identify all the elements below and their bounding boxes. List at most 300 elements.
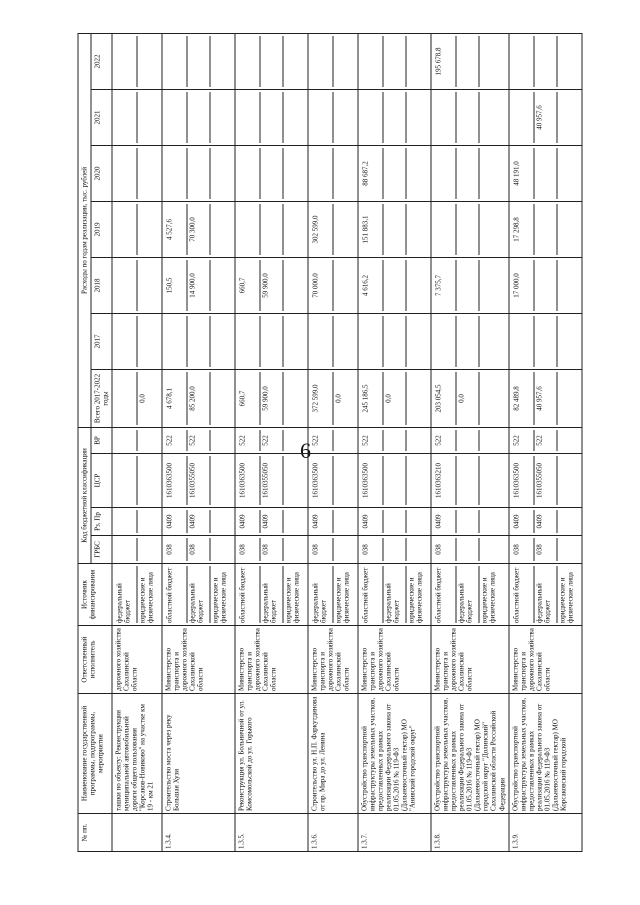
cell-year-value: 14 900,0 xyxy=(187,260,210,311)
cell-year-value xyxy=(479,260,502,311)
cell-year xyxy=(162,34,235,90)
cell-year xyxy=(509,258,582,314)
cell-year xyxy=(431,146,508,202)
cell-year-value: 660,7 xyxy=(238,277,247,294)
cell-total xyxy=(112,370,162,428)
funding-source: областной бюджет xyxy=(512,567,521,623)
funding-source: юридические и физические лица xyxy=(210,566,233,623)
budget-table xyxy=(78,33,583,852)
header-year: 2020 xyxy=(91,146,112,202)
cell-vr xyxy=(162,428,235,454)
cell-grbs-value: 038 xyxy=(260,538,283,561)
cell-year-value xyxy=(238,204,260,255)
cell-vr-value: 522 xyxy=(512,435,521,446)
cell-rzpr-value xyxy=(137,510,160,533)
funding-source: федеральный бюджет xyxy=(260,566,283,623)
cell-vr-value xyxy=(383,430,406,451)
cell-grbs xyxy=(162,536,235,564)
cell-year xyxy=(112,146,162,202)
cell-vr-value xyxy=(137,430,160,451)
cell-year-value xyxy=(137,204,160,255)
table-row xyxy=(162,34,235,852)
cell-year-value xyxy=(406,316,429,367)
cell-year-value xyxy=(383,316,406,367)
cell-rzpr xyxy=(162,508,235,536)
cell-year-value: 302 599,0 xyxy=(311,215,320,244)
cell-year-value xyxy=(115,148,137,199)
cell-year xyxy=(509,146,582,202)
header-year: 2018 xyxy=(91,258,112,314)
cell-csr xyxy=(308,454,358,508)
cell-year xyxy=(162,258,235,314)
cell-year-value xyxy=(311,36,333,87)
cell-year-value xyxy=(333,36,356,87)
cell-year-value xyxy=(383,36,406,87)
cell-vr-value xyxy=(283,430,306,451)
cell-grbs-value: 038 xyxy=(434,544,443,555)
cell-year-value xyxy=(406,260,429,311)
cell-year-value xyxy=(456,204,479,255)
cell-year-value xyxy=(456,260,479,311)
cell-total-value xyxy=(479,372,502,425)
cell-csr-value: 1610363500 xyxy=(311,463,320,498)
cell-year-value xyxy=(137,260,160,311)
header-total: Всего 2017-2022 годы xyxy=(91,370,112,428)
cell-year-value xyxy=(283,36,306,87)
cell-year-value xyxy=(238,148,260,199)
cell-year-value: 70 300,0 xyxy=(187,204,210,255)
cell-year xyxy=(358,314,431,370)
cell-rzpr-value: 0409 xyxy=(512,514,521,529)
row-executor: Министерство транспорта и дорожного хозяйства Сахалинской области xyxy=(431,626,508,694)
cell-total xyxy=(358,370,431,428)
table-row xyxy=(112,34,162,852)
cell-year xyxy=(112,314,162,370)
cell-grbs-value xyxy=(383,538,406,561)
cell-year-value xyxy=(115,36,137,87)
cell-year xyxy=(308,202,358,258)
row-name: Обустройство транспортной инфраструктуры земельных участков, предоставленных в рамках реализации Федерального закона от 01.05.2016 № 119-ФЗ (Дальневосточный гектар) МО "Анивский городской округ" xyxy=(358,694,431,814)
cell-total-value xyxy=(406,372,429,425)
header-year: 2021 xyxy=(91,90,112,146)
funding-source: федеральный бюджет xyxy=(115,583,132,623)
cell-total xyxy=(162,370,235,428)
cell-rzpr-value: 0409 xyxy=(311,514,320,529)
cell-year-value: 7 375,7 xyxy=(434,275,443,296)
row-sources xyxy=(162,564,235,626)
cell-year xyxy=(509,90,582,146)
cell-year-value xyxy=(260,92,283,143)
table-header xyxy=(78,34,112,852)
cell-year-value: 59 900,0 xyxy=(260,260,283,311)
header-budget-code: Код бюджетной классификации xyxy=(78,428,91,564)
cell-year-value xyxy=(533,148,556,199)
funding-source: федеральный бюджет xyxy=(383,566,406,623)
row-number: 1.3.5. xyxy=(235,814,308,852)
cell-year xyxy=(112,202,162,258)
row-number: 1.3.4. xyxy=(162,814,235,852)
cell-total-value: 0,0 xyxy=(383,372,406,425)
cell-total-value xyxy=(283,372,306,425)
cell-total-value: 0,0 xyxy=(137,372,160,425)
header-num: № пп. xyxy=(78,814,112,852)
cell-total-value: 245 186,5 xyxy=(361,384,370,413)
row-name: ташки по объекту: Реконструкция муниципальной автомобильной дороги общего пользования "Корсаков-Новиково" на участке км 19 - км 21 xyxy=(112,694,162,814)
cell-csr xyxy=(358,454,431,508)
table-body xyxy=(112,34,581,852)
row-number: 1.3.6. xyxy=(308,814,358,852)
cell-csr xyxy=(162,454,235,508)
cell-rzpr-value xyxy=(283,510,306,533)
cell-grbs xyxy=(431,536,508,564)
cell-year-value xyxy=(238,36,260,87)
cell-year xyxy=(235,314,308,370)
cell-year xyxy=(112,34,162,90)
cell-year-value xyxy=(283,260,306,311)
cell-grbs-value xyxy=(210,538,233,561)
cell-year-value xyxy=(210,148,233,199)
cell-vr xyxy=(235,428,308,454)
row-executor: Министерство транспорта и дорожного хозяйства Сахалинской области xyxy=(308,626,358,694)
row-executor: Министерство транспорта и дорожного хозяйства Сахалинской области xyxy=(509,626,582,694)
row-sources xyxy=(358,564,431,626)
cell-vr-value: 522 xyxy=(311,435,320,446)
cell-total-value: 40 957,6 xyxy=(533,372,556,425)
row-executor: Министерство транспорта и дорожного хозяйства Сахалинской области xyxy=(358,626,431,694)
cell-vr-value: 522 xyxy=(361,435,370,446)
cell-year-value xyxy=(283,316,306,367)
cell-year-value xyxy=(434,148,456,199)
cell-year-value xyxy=(210,204,233,255)
funding-source: юридические и физические лица xyxy=(283,566,306,623)
cell-year xyxy=(112,258,162,314)
table-row xyxy=(431,34,508,852)
cell-year-value xyxy=(361,316,383,367)
row-executor: Министерство транспорта и дорожного хозяйства Сахалинской области xyxy=(235,626,308,694)
cell-grbs-value xyxy=(115,538,137,561)
rotated-budget-table xyxy=(78,33,583,852)
cell-rzpr-value: 0409 xyxy=(434,514,443,529)
cell-csr-value: 1610363210 xyxy=(434,463,443,498)
table-row xyxy=(509,34,582,852)
cell-year-value: 88 687,2 xyxy=(361,161,370,186)
funding-source: областной бюджет xyxy=(165,567,174,623)
cell-year xyxy=(358,258,431,314)
funding-source: юридические и физические лица xyxy=(333,566,356,623)
cell-grbs-value: 038 xyxy=(165,544,174,555)
cell-year-value: 17 298,8 xyxy=(512,217,521,242)
funding-source: федеральный бюджет xyxy=(533,566,556,623)
cell-year-value xyxy=(456,148,479,199)
cell-year-value xyxy=(383,92,406,143)
cell-vr-value: 522 xyxy=(238,435,247,446)
cell-year xyxy=(358,202,431,258)
cell-grbs xyxy=(509,536,582,564)
cell-total-value: 82 489,8 xyxy=(512,386,521,411)
cell-vr-value: 522 xyxy=(165,435,174,446)
cell-year xyxy=(358,34,431,90)
cell-year-value: 40 957,6 xyxy=(533,92,556,143)
cell-year-value xyxy=(406,204,429,255)
cell-year-value xyxy=(511,316,533,367)
cell-year-value xyxy=(210,92,233,143)
cell-total-value: 0,0 xyxy=(333,372,356,425)
cell-vr-value xyxy=(556,430,579,451)
cell-year xyxy=(235,34,308,90)
cell-total-value: 4 678,1 xyxy=(165,388,174,409)
cell-vr-value xyxy=(406,430,429,451)
cell-total xyxy=(308,370,358,428)
cell-year-value xyxy=(238,316,260,367)
cell-year-value xyxy=(187,92,210,143)
cell-year-value xyxy=(333,316,356,367)
cell-csr-value: 1610355050 xyxy=(187,456,210,505)
cell-vr xyxy=(112,428,162,454)
cell-year-value xyxy=(311,92,333,143)
funding-source: федеральный бюджет xyxy=(187,566,210,623)
cell-year xyxy=(358,146,431,202)
cell-grbs-value xyxy=(479,538,502,561)
cell-year-value: 48 191,0 xyxy=(512,161,521,186)
header-csr: ЦСР xyxy=(91,454,112,508)
cell-grbs-value: 038 xyxy=(533,538,556,561)
cell-year-value xyxy=(283,92,306,143)
cell-year xyxy=(509,314,582,370)
cell-grbs xyxy=(112,536,162,564)
cell-total xyxy=(509,370,582,428)
cell-year-value xyxy=(115,316,137,367)
cell-year-value: 4 616,2 xyxy=(361,275,370,296)
cell-year-value xyxy=(479,36,502,87)
cell-year xyxy=(235,90,308,146)
table-row xyxy=(358,34,431,852)
cell-csr-value: 1610363500 xyxy=(238,463,247,498)
cell-year-value xyxy=(260,148,283,199)
cell-year-value xyxy=(137,148,160,199)
row-name: Реконструкция ул. Больничной от ул. Комсомольской до ул. Горького xyxy=(235,694,308,814)
header-year: 2017 xyxy=(91,314,112,370)
cell-year-value xyxy=(260,204,283,255)
row-sources xyxy=(112,564,162,626)
cell-year-value xyxy=(283,204,306,255)
row-name: Обустройство транспортной инфраструктуры земельных участков, предоставленных в рамках реализации Федерального закона от 01.05.2016 № 119-ФЗ (Дальневосточный гектар) МО городской округ "Долинский" Сахалинской области Российской Федерации xyxy=(431,694,508,814)
cell-year-value xyxy=(311,316,333,367)
cell-grbs-value xyxy=(456,538,479,561)
cell-year-value xyxy=(238,92,260,143)
cell-year-value xyxy=(556,148,579,199)
cell-rzpr-value xyxy=(456,510,479,533)
cell-year-value xyxy=(533,204,556,255)
cell-csr xyxy=(235,454,308,508)
row-name: Строительство моста через реку Большая Хузи xyxy=(162,694,235,814)
header-vr: ВР xyxy=(91,428,112,454)
cell-rzpr-value: 0409 xyxy=(533,510,556,533)
cell-total-value xyxy=(556,372,579,425)
funding-source: юридические и физические лица xyxy=(556,566,579,623)
cell-year-value xyxy=(187,316,210,367)
cell-year-value xyxy=(556,260,579,311)
cell-grbs xyxy=(308,536,358,564)
cell-year-value xyxy=(361,92,383,143)
cell-total-value: 660,7 xyxy=(238,390,247,407)
cell-year-value xyxy=(556,316,579,367)
cell-year xyxy=(509,202,582,258)
cell-year-value: 17 000,0 xyxy=(512,273,521,298)
cell-total-value: 59 900,0 xyxy=(260,372,283,425)
cell-rzpr xyxy=(431,508,508,536)
cell-year-value xyxy=(406,148,429,199)
row-executor: дорожного хозяйства Сахалинской области xyxy=(112,626,162,694)
cell-grbs-value: 038 xyxy=(361,544,370,555)
cell-total-value xyxy=(115,372,137,425)
cell-year xyxy=(235,202,308,258)
cell-rzpr-value: 0409 xyxy=(361,514,370,529)
row-executor: Министерство транспорта и дорожного хозяйства Сахалинской области xyxy=(162,626,235,694)
cell-year-value xyxy=(137,92,160,143)
cell-grbs-value xyxy=(556,538,579,561)
cell-vr-value xyxy=(333,430,356,451)
cell-rzpr-value xyxy=(406,510,429,533)
cell-year-value: 70 000,0 xyxy=(311,273,320,298)
cell-csr-value xyxy=(210,456,233,505)
cell-year xyxy=(431,34,508,90)
cell-year-value xyxy=(556,36,579,87)
cell-rzpr-value xyxy=(479,510,502,533)
header-grbs: ГРБС xyxy=(91,536,112,564)
funding-source: областной бюджет xyxy=(361,567,370,623)
cell-grbs-value: 038 xyxy=(187,538,210,561)
funding-source: областной бюджет xyxy=(434,567,443,623)
cell-year-value xyxy=(210,316,233,367)
cell-year xyxy=(235,258,308,314)
cell-year xyxy=(162,146,235,202)
cell-year xyxy=(431,202,508,258)
cell-year-value xyxy=(456,36,479,87)
cell-year-value xyxy=(115,260,137,311)
cell-grbs-value xyxy=(333,538,356,561)
cell-year-value: 4 527,6 xyxy=(165,219,174,240)
cell-year-value xyxy=(115,204,137,255)
header-year: 2022 xyxy=(91,34,112,90)
row-name: Строительство ул. Н.П. Фаркутдинова от пр. Мира до ул. Ленина xyxy=(308,694,358,814)
cell-vr-value: 522 xyxy=(187,430,210,451)
cell-year-value xyxy=(260,316,283,367)
cell-vr-value: 522 xyxy=(434,435,443,446)
cell-rzpr-value: 0409 xyxy=(238,514,247,529)
cell-year xyxy=(162,90,235,146)
cell-rzpr-value xyxy=(210,510,233,533)
cell-year xyxy=(308,146,358,202)
cell-vr-value xyxy=(115,430,137,451)
cell-grbs-value: 038 xyxy=(238,544,247,555)
cell-year-value xyxy=(434,92,456,143)
cell-year xyxy=(431,258,508,314)
cell-year-value xyxy=(165,316,187,367)
cell-year-value xyxy=(137,316,160,367)
cell-vr xyxy=(431,428,508,454)
cell-csr-value xyxy=(383,456,406,505)
cell-rzpr-value xyxy=(556,510,579,533)
cell-year-value xyxy=(511,92,533,143)
cell-csr-value xyxy=(479,456,502,505)
row-sources xyxy=(235,564,308,626)
cell-vr-value: 522 xyxy=(260,430,283,451)
row-sources xyxy=(509,564,582,626)
row-number xyxy=(112,814,162,852)
cell-year xyxy=(358,90,431,146)
cell-csr-value xyxy=(556,456,579,505)
cell-year-value xyxy=(210,36,233,87)
cell-year xyxy=(235,146,308,202)
cell-grbs-value xyxy=(283,538,306,561)
cell-year-value xyxy=(210,260,233,311)
cell-year-value xyxy=(260,36,283,87)
cell-year-value xyxy=(533,316,556,367)
cell-year-value xyxy=(406,92,429,143)
cell-grbs-value xyxy=(137,538,160,561)
cell-vr xyxy=(509,428,582,454)
cell-year-value xyxy=(533,36,556,87)
cell-csr-value: 1610363500 xyxy=(165,463,174,498)
cell-year xyxy=(308,34,358,90)
cell-total xyxy=(235,370,308,428)
cell-csr-value: 1610363500 xyxy=(512,463,521,498)
cell-rzpr-value: 0409 xyxy=(260,510,283,533)
cell-year-value xyxy=(311,148,333,199)
cell-rzpr-value: 0409 xyxy=(165,514,174,529)
cell-year-value xyxy=(361,36,383,87)
cell-year-value xyxy=(283,148,306,199)
cell-total-value: 372 599,0 xyxy=(311,384,320,413)
cell-year-value xyxy=(383,148,406,199)
cell-year-value xyxy=(165,92,187,143)
cell-year xyxy=(509,34,582,90)
cell-year-value: 150,5 xyxy=(165,277,174,294)
cell-year-value xyxy=(333,148,356,199)
cell-year-value xyxy=(165,36,187,87)
row-number: 1.3.8. xyxy=(431,814,508,852)
cell-vr-value: 522 xyxy=(533,430,556,451)
cell-year-value xyxy=(556,92,579,143)
cell-csr xyxy=(431,454,508,508)
cell-vr-value xyxy=(479,430,502,451)
cell-year-value xyxy=(406,36,429,87)
row-name: Обустройство транспортной инфраструктуры земельных участков, предоставленных в рамках реализации Федерального закона от 01.05.2016 № 119-ФЗ (Дальневосточный гектар) МО Корсаковский городской xyxy=(509,694,582,814)
cell-year-value xyxy=(187,36,210,87)
cell-year-value xyxy=(434,204,456,255)
header-source: Источник финансирования xyxy=(78,564,112,626)
cell-year xyxy=(431,314,508,370)
funding-source: федеральный бюджет xyxy=(311,583,328,623)
cell-year-value xyxy=(479,316,502,367)
header-rzpr: Рз, Пр xyxy=(91,508,112,536)
cell-year-value xyxy=(115,92,137,143)
cell-total xyxy=(431,370,508,428)
cell-csr-value xyxy=(283,456,306,505)
cell-total-value: 203 054,5 xyxy=(434,384,443,413)
cell-year-value xyxy=(479,148,502,199)
header-executor: Ответственный исполнитель xyxy=(78,626,112,694)
cell-year xyxy=(162,314,235,370)
funding-source: юридические и физические лица xyxy=(406,566,429,623)
cell-csr-value: 1610355050 xyxy=(533,456,556,505)
cell-year-value: 151 883,1 xyxy=(361,215,370,244)
funding-source: юридические и физические лица xyxy=(479,566,502,623)
cell-year-value xyxy=(383,204,406,255)
cell-rzpr-value xyxy=(383,510,406,533)
cell-year-value xyxy=(187,148,210,199)
cell-year-value xyxy=(333,204,356,255)
